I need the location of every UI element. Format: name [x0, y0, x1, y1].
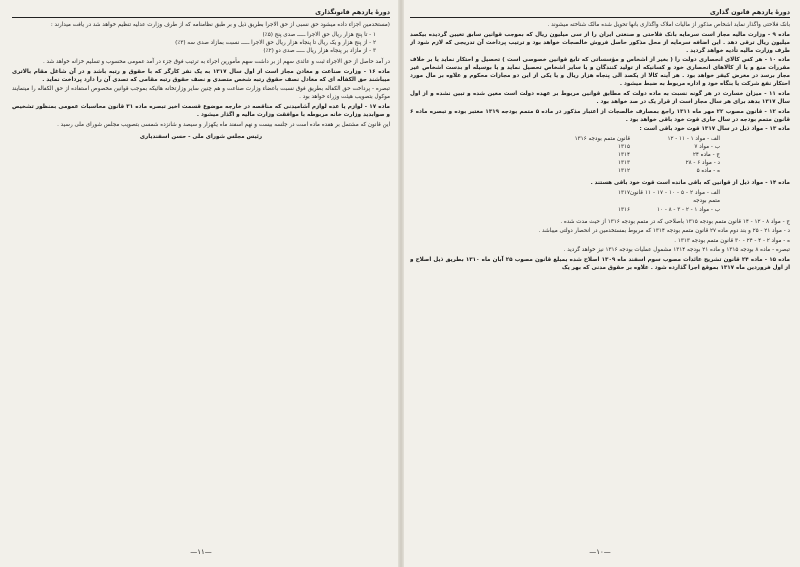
article-10: ماده ۱۰ - هر کس کالای انحصاری دولت را ( بغیر از اشخاص و مؤسساتی که تابع قوانین خصوصی است ) تحصیل و احتکار نماید یا بر خلاف مقررات منع و یا از کالاهای انحصاری خود و کسانیکه از تولید کنندگان و یا سایر اشخاص تحصیل نماید و یا بوسیله او بدست اشخاص غیر مجاز برسد در معرض کیفر خواهد بود . هر آینه کالا از یکصد الی پنجاه هزار ریال و یا یکی از این دو مجازات محکوم و علاوه بر مال مورد احتکار نفع شرکت یا بنگاه خود و اداره مربوط به ضبط میشود .	[410, 57, 790, 88]
schedule-row: الف - مواد ۲ - ۵ - ۱۰ - ۱۷ - ۱۱ قانون متمم بودجه ۱۳۱۷	[617, 190, 720, 205]
closing-paragraph: این قانون که مشتمل بر هفده ماده است در جلسه بیست و نهم اسفند ماه یکهزار و سیصد و شانزده شمسی بتصویب مجلس شورای ملی رسید .	[57, 121, 390, 128]
right-paragraph: بانک فلاحتی واگذار نماید اشخاص مذکور از مالیات املاک واگذاری بانها تحویل شده مالک شناخته میشوند .	[547, 22, 790, 29]
book-gutter	[398, 0, 404, 567]
article-11: ماده ۱۱ - میزان خسارت در هر گونه نسبت به ماده دولت که مطابق قوانین مربوط بر عهده دولت است معین شده و تبین نشده و از اول سال ۱۳۱۷ بدهد برای هر سال مجاز است از قرار یک در صد خواهد بود .	[410, 90, 790, 105]
article-13: ماده ۱۳ - مواد ذیل در سال ۱۳۱۷ قوت خود باقی است :	[639, 126, 790, 133]
right-paragraph: ه - مواد ۲ - ۴ - ۲۴ - ۳۰ قانون متمم بودجه ۱۳۱۳ .	[674, 237, 790, 244]
note-paragraph: تبصره - پرداخت حق الکفاله بطریق فوق نسبت باعضاء وزارت صناعت و هم چنین سایر وزارتخانه هائیکه بموجب قوانین مخصوص استفاده از حق الکفاله را مینمایند موکول بتصویب هیئت وزراء خواهد بود .	[12, 86, 390, 101]
article-14: ماده ۱۴ - مواد ذیل از قوانین که باقی مانده است قوت خود باقی هستند .	[590, 180, 790, 187]
left-page-header	[12, 8, 390, 18]
article-15: ماده ۱۵ - ماده ۲۴ قانون تشریح عائدات مصوب سوم اسفند ماه ۱۳۰۹ اصلاح شده بمبلغ قانون مصوب ۲۵ آبان ماه ۱۳۱۰ بطریق ذیل اصلاح و از اول فروردین ماه ۱۳۱۷ بموقع اجرا گذارده شود . علاوه بر حقوق مدنی که بهر یک	[410, 256, 790, 271]
fee-row: ۳ - از مازاد بر پنجاه هزار ریال ـــــ صدی دو (۲٪)	[263, 48, 376, 55]
schedule-row: د - مواد ۶ - ۲۸ ۱۳۱۳	[617, 160, 720, 167]
schedule-13	[410, 135, 790, 175]
schedule-14	[410, 189, 790, 213]
article-9: ماده ۹ - وزارت مالیه مجاز است سرمایه بانک فلاحتی و صنعتی ایران را از سی میلیون ریال که بموجب قوانین سابق تعیین گردیده بیکصد میلیون ریال ترقی دهد . این اضافه سرمایه از محل مذکور حاصل فروش خالصجات خواهد بود و ترتیب پرداخت آن تدریجی که لازم شود از طرف وزارت مالیه تأدیه خواهد گردید .	[410, 31, 790, 54]
signature-line: رئیس مجلس شورای ملی - حسن اسفندیاری	[139, 133, 263, 140]
left-paragraph: (مستخدمین اجزاء داده میشود حق نسبی از حق الاجرا بطریق ذیل و بر طبق نظامنامه که از طرف وزارت عدلیه تنظیم خواهد شد در یافت میدارند :	[50, 22, 390, 29]
right-paragraph: د - مواد ۲۱ - ۲۵ و بند دوم ماده ۲۷ قانون متمم بودجه ۱۳۱۴ که مربوط بمستخدمین در انحصار دولتی میباشد .	[538, 228, 790, 235]
note-paragraph: تبصره - ماده ۸ بودجه ۱۳۱۵ و ماده ۲۱ بودجه ۱۳۱۴ مشمول عملیات بودجه ۱۳۱۶ نیز خواهد گردید .	[563, 247, 790, 254]
fee-row: ۱ - تا پنج هزار ریال حق الاجرا ـــــ صدی پنج (۵٪)	[262, 32, 376, 39]
right-header-title: دورهٔ یازدهم قانون گذاری	[709, 8, 790, 16]
article-12: ماده ۱۲ - قانون مصوب ۲۲ مهر ماه ۱۳۱۱ راجع بمصارف خالصجات از اعتبار مذکور در ماده ۵ متمم بودجه ۱۳۱۹ معتبر بوده و تبصره ماده ۶ قانون متمم بودجه در سال جاری قوت خود باقی خواهد بود .	[410, 108, 790, 123]
fee-row: ۲ - از پنج هزار و یک ریال تا پنجاه هزار ریال حق الاجرا ـــــ نسبت بمازاد صدی سه (۳٪)	[175, 40, 376, 47]
schedule-row: ب - مواد ۷ ۱۳۱۵	[617, 144, 720, 151]
right-page-header	[410, 8, 790, 18]
article-17: ماده ۱۷ - لوازم یا عده لوازم آشامیدنی که مناقصه در خارجه موضوع قسمت اخیر تبصره ماده ۳۱ قانون محاسبات عمومی بمنظور تشخیص و صوابدید وزارت خانه مربوطه با موافقت وزارت مالیه و اگذار میشود .	[12, 103, 390, 119]
left-header-title: دورهٔ یازدهم قانونگذاری	[315, 8, 390, 16]
schedule-row: الف - مواد ۱ - ۱۱ - ۱۲ قانون متمم بودجه ۱۳۱۶	[574, 136, 720, 143]
schedule-row: ه - ماده ۵ ۱۳۱۲	[617, 168, 720, 175]
schedule-row: ج - ماده ۲۴ ۱۳۱۴	[617, 152, 720, 159]
left-page-number: —۱۱—	[190, 547, 212, 556]
article-16: ماده ۱۶ - وزارت صناعت و معادن مجاز است از اول سال ۱۳۱۷ به یک نفر کارگر که با حقوق و رتبه باشد و در آن شاغل مقام بالاتری میباشند حق الکفاله ای که معادل نصف حقوق رتبه شخص متصدی و نصف حقوق رتبه مقامی که تصدی آن را دارد پرداخت نماید .	[12, 68, 390, 83]
left-page	[12, 8, 390, 558]
right-paragraph: ج - مواد ۸ - ۱۲ - ۱۴ قانون متمم بودجه ۱۳۱۵ باصلاحی که در متمم بودجه ۱۳۱۶ از حیث مدت شده .	[560, 218, 790, 225]
schedule-row: ب - مواد ۱ - ۲ - ۳ - ۸ - ۱۰ ۱۳۱۶	[617, 206, 720, 213]
left-paragraph: در آمد حاصل از حق الاجراء ثبت و عائدی سهم از بر داشت سهم مأمورین اجراء به ترتیب فوق جزء در آمد عمومی محسوب و تسلیم خزانه خواهد شد .	[42, 59, 390, 66]
right-page-number: —۱۰—	[589, 547, 611, 556]
fee-schedule	[12, 31, 390, 55]
right-page	[410, 8, 790, 558]
